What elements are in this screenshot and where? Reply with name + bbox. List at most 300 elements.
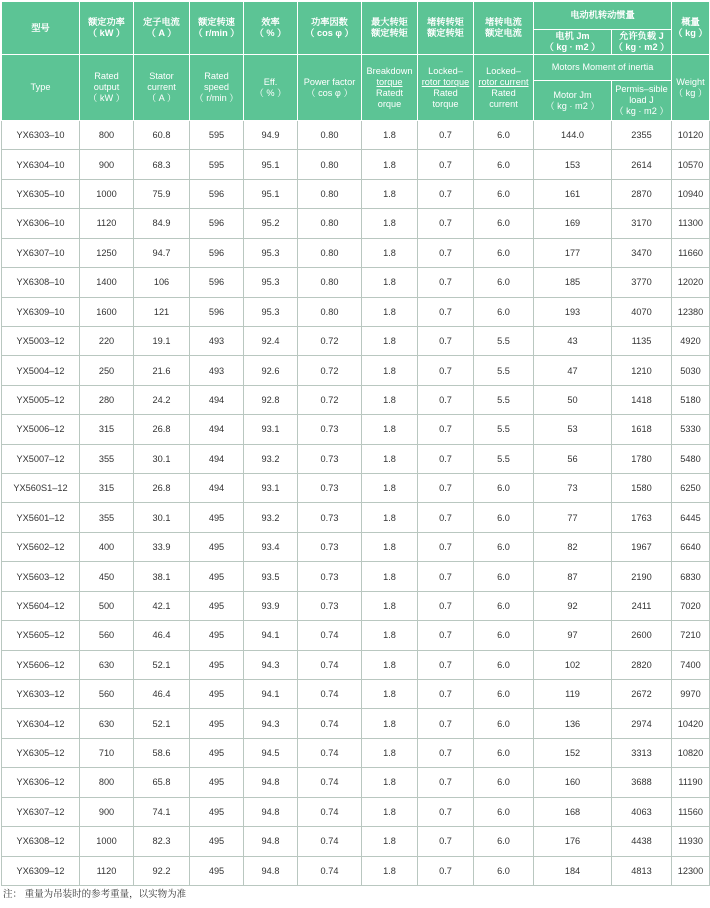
cell-motor-jm: 184 <box>534 856 612 885</box>
cell-weight: 11190 <box>672 768 710 797</box>
cell-locked-rotor-torque: 0.7 <box>418 297 474 326</box>
cell-rated-speed: 494 <box>190 385 244 414</box>
cell-rated-speed: 494 <box>190 444 244 473</box>
cell-type: YX6304–12 <box>2 709 80 738</box>
cell-eff: 94.3 <box>244 650 298 679</box>
cell-rated-speed: 495 <box>190 532 244 561</box>
cell-stator-current: 68.3 <box>134 150 190 179</box>
cell-motor-jm: 53 <box>534 415 612 444</box>
cell-eff: 93.5 <box>244 562 298 591</box>
cell-eff: 95.2 <box>244 209 298 238</box>
cell-weight: 11560 <box>672 797 710 826</box>
cell-eff: 95.1 <box>244 150 298 179</box>
cell-locked-rotor-torque: 0.7 <box>418 768 474 797</box>
cell-power-factor: 0.73 <box>298 532 362 561</box>
cell-weight: 6250 <box>672 474 710 503</box>
cell-power-factor: 0.74 <box>298 856 362 885</box>
cell-locked-rotor-torque: 0.7 <box>418 797 474 826</box>
cell-eff: 94.8 <box>244 768 298 797</box>
cell-weight: 5480 <box>672 444 710 473</box>
cell-power-factor: 0.74 <box>298 827 362 856</box>
cell-motor-jm: 136 <box>534 709 612 738</box>
table-row <box>2 268 710 297</box>
cell-locked-rotor-current: 6.0 <box>474 797 534 826</box>
header-rated-speed-en: Rated speed （ r/min ） <box>190 55 244 121</box>
cell-weight: 10120 <box>672 121 710 150</box>
cell-rated-output: 1000 <box>80 827 134 856</box>
cell-rated-speed: 495 <box>190 562 244 591</box>
cell-rated-speed: 596 <box>190 179 244 208</box>
cell-rated-output: 450 <box>80 562 134 591</box>
cell-locked-rotor-current: 5.5 <box>474 326 534 355</box>
cell-breakdown-torque: 1.8 <box>362 326 418 355</box>
header-breakdown-torque-zh: 最大转矩 额定转矩 <box>362 2 418 55</box>
table-row <box>2 768 710 797</box>
table-row <box>2 415 710 444</box>
cell-permissible-load: 1580 <box>612 474 672 503</box>
cell-locked-rotor-current: 6.0 <box>474 680 534 709</box>
cell-rated-speed: 596 <box>190 268 244 297</box>
cell-rated-speed: 493 <box>190 326 244 355</box>
cell-locked-rotor-current: 6.0 <box>474 738 534 767</box>
cell-permissible-load: 3688 <box>612 768 672 797</box>
table-row <box>2 532 710 561</box>
table-row <box>2 562 710 591</box>
header-stator-current-zh: 定子电流 （ A ） <box>134 2 190 55</box>
cell-rated-speed: 494 <box>190 474 244 503</box>
cell-locked-rotor-torque: 0.7 <box>418 738 474 767</box>
cell-power-factor: 0.80 <box>298 268 362 297</box>
cell-permissible-load: 2355 <box>612 121 672 150</box>
cell-locked-rotor-torque: 0.7 <box>418 709 474 738</box>
header-moment-group-en: Motors Moment of inertia <box>534 55 672 81</box>
cell-locked-rotor-torque: 0.7 <box>418 268 474 297</box>
table-row <box>2 797 710 826</box>
cell-motor-jm: 177 <box>534 238 612 267</box>
cell-rated-output: 1600 <box>80 297 134 326</box>
cell-rated-output: 355 <box>80 444 134 473</box>
cell-stator-current: 33.9 <box>134 532 190 561</box>
cell-eff: 95.3 <box>244 268 298 297</box>
header-eff-en: Eff. （ % ） <box>244 55 298 121</box>
cell-power-factor: 0.72 <box>298 385 362 414</box>
table-row <box>2 150 710 179</box>
cell-power-factor: 0.73 <box>298 591 362 620</box>
cell-rated-output: 710 <box>80 738 134 767</box>
cell-type: YX5601–12 <box>2 503 80 532</box>
cell-type: YX5006–12 <box>2 415 80 444</box>
cell-locked-rotor-torque: 0.7 <box>418 415 474 444</box>
cell-rated-output: 1400 <box>80 268 134 297</box>
cell-rated-output: 900 <box>80 797 134 826</box>
cell-rated-speed: 596 <box>190 238 244 267</box>
cell-type: YX6308–12 <box>2 827 80 856</box>
header-weight-en: Weight （ kg ） <box>672 55 710 121</box>
cell-stator-current: 75.9 <box>134 179 190 208</box>
cell-locked-rotor-torque: 0.7 <box>418 621 474 650</box>
cell-type: YX6303–10 <box>2 121 80 150</box>
cell-permissible-load: 2672 <box>612 680 672 709</box>
cell-locked-rotor-current: 6.0 <box>474 503 534 532</box>
cell-type: YX6306–12 <box>2 768 80 797</box>
cell-power-factor: 0.74 <box>298 621 362 650</box>
cell-power-factor: 0.80 <box>298 209 362 238</box>
cell-eff: 93.9 <box>244 591 298 620</box>
cell-locked-rotor-current: 5.5 <box>474 356 534 385</box>
cell-power-factor: 0.74 <box>298 768 362 797</box>
header-power-factor-en: Power factor （ cos φ ） <box>298 55 362 121</box>
cell-locked-rotor-torque: 0.7 <box>418 856 474 885</box>
cell-power-factor: 0.80 <box>298 297 362 326</box>
cell-weight: 5180 <box>672 385 710 414</box>
cell-breakdown-torque: 1.8 <box>362 680 418 709</box>
cell-permissible-load: 3313 <box>612 738 672 767</box>
cell-rated-output: 630 <box>80 650 134 679</box>
table-row <box>2 297 710 326</box>
cell-power-factor: 0.73 <box>298 415 362 444</box>
cell-breakdown-torque: 1.8 <box>362 415 418 444</box>
table-row <box>2 856 710 885</box>
cell-stator-current: 26.8 <box>134 474 190 503</box>
cell-eff: 93.2 <box>244 444 298 473</box>
header-type-en: Type <box>2 55 80 121</box>
cell-motor-jm: 87 <box>534 562 612 591</box>
cell-stator-current: 121 <box>134 297 190 326</box>
cell-stator-current: 24.2 <box>134 385 190 414</box>
header-rated-speed-zh: 额定转速 （ r/min ） <box>190 2 244 55</box>
cell-locked-rotor-torque: 0.7 <box>418 562 474 591</box>
cell-rated-speed: 495 <box>190 738 244 767</box>
cell-rated-output: 1000 <box>80 179 134 208</box>
cell-type: YX5606–12 <box>2 650 80 679</box>
cell-locked-rotor-current: 6.0 <box>474 238 534 267</box>
header-locked-rotor-torque-zh: 堵转转矩 额定转矩 <box>418 2 474 55</box>
cell-rated-output: 220 <box>80 326 134 355</box>
cell-breakdown-torque: 1.8 <box>362 591 418 620</box>
cell-eff: 94.9 <box>244 121 298 150</box>
cell-breakdown-torque: 1.8 <box>362 621 418 650</box>
cell-rated-output: 800 <box>80 768 134 797</box>
cell-type: YX6306–10 <box>2 209 80 238</box>
header-stator-current-en: Stator current （ A ） <box>134 55 190 121</box>
cell-rated-output: 1120 <box>80 856 134 885</box>
cell-locked-rotor-torque: 0.7 <box>418 238 474 267</box>
cell-breakdown-torque: 1.8 <box>362 121 418 150</box>
cell-motor-jm: 47 <box>534 356 612 385</box>
cell-weight: 12380 <box>672 297 710 326</box>
cell-eff: 92.6 <box>244 356 298 385</box>
cell-motor-jm: 144.0 <box>534 121 612 150</box>
cell-permissible-load: 4063 <box>612 797 672 826</box>
cell-rated-speed: 596 <box>190 209 244 238</box>
table-row <box>2 650 710 679</box>
table-row <box>2 503 710 532</box>
cell-type: YX5003–12 <box>2 326 80 355</box>
cell-locked-rotor-current: 6.0 <box>474 121 534 150</box>
cell-power-factor: 0.72 <box>298 356 362 385</box>
cell-weight: 11660 <box>672 238 710 267</box>
cell-breakdown-torque: 1.8 <box>362 738 418 767</box>
cell-rated-output: 630 <box>80 709 134 738</box>
cell-breakdown-torque: 1.8 <box>362 356 418 385</box>
cell-locked-rotor-torque: 0.7 <box>418 326 474 355</box>
cell-breakdown-torque: 1.8 <box>362 179 418 208</box>
cell-weight: 9970 <box>672 680 710 709</box>
cell-eff: 94.8 <box>244 827 298 856</box>
cell-locked-rotor-current: 5.5 <box>474 385 534 414</box>
cell-stator-current: 52.1 <box>134 650 190 679</box>
cell-eff: 94.3 <box>244 709 298 738</box>
cell-breakdown-torque: 1.8 <box>362 797 418 826</box>
cell-locked-rotor-current: 6.0 <box>474 474 534 503</box>
footnote: 注： 重量为吊装时的参考重量，以实物为准 <box>3 889 187 900</box>
cell-eff: 93.4 <box>244 532 298 561</box>
cell-type: YX5004–12 <box>2 356 80 385</box>
cell-breakdown-torque: 1.8 <box>362 709 418 738</box>
cell-rated-output: 1120 <box>80 209 134 238</box>
cell-rated-speed: 596 <box>190 297 244 326</box>
cell-type: YX6307–12 <box>2 797 80 826</box>
header-locked-rotor-current-en: Locked– rotor current Rated current <box>474 55 534 121</box>
cell-locked-rotor-torque: 0.7 <box>418 179 474 208</box>
cell-eff: 95.3 <box>244 238 298 267</box>
cell-rated-output: 400 <box>80 532 134 561</box>
cell-rated-speed: 495 <box>190 650 244 679</box>
header-permissible-load-zh: 允许负载 J （ kg · m2 ） <box>612 30 672 55</box>
cell-rated-speed: 495 <box>190 856 244 885</box>
cell-locked-rotor-current: 6.0 <box>474 709 534 738</box>
cell-permissible-load: 1618 <box>612 415 672 444</box>
cell-breakdown-torque: 1.8 <box>362 150 418 179</box>
cell-stator-current: 21.6 <box>134 356 190 385</box>
cell-eff: 94.1 <box>244 621 298 650</box>
cell-stator-current: 38.1 <box>134 562 190 591</box>
cell-locked-rotor-current: 6.0 <box>474 827 534 856</box>
cell-breakdown-torque: 1.8 <box>362 562 418 591</box>
cell-permissible-load: 4813 <box>612 856 672 885</box>
cell-power-factor: 0.80 <box>298 179 362 208</box>
cell-breakdown-torque: 1.8 <box>362 385 418 414</box>
cell-motor-jm: 43 <box>534 326 612 355</box>
cell-weight: 4920 <box>672 326 710 355</box>
cell-breakdown-torque: 1.8 <box>362 444 418 473</box>
cell-type: YX6305–12 <box>2 738 80 767</box>
cell-type: YX5602–12 <box>2 532 80 561</box>
cell-rated-output: 800 <box>80 121 134 150</box>
header-moment-group-zh: 电动机转动惯量 <box>534 2 672 30</box>
cell-weight: 12300 <box>672 856 710 885</box>
cell-rated-speed: 495 <box>190 591 244 620</box>
cell-locked-rotor-current: 6.0 <box>474 591 534 620</box>
cell-power-factor: 0.72 <box>298 326 362 355</box>
cell-permissible-load: 2600 <box>612 621 672 650</box>
cell-power-factor: 0.74 <box>298 680 362 709</box>
cell-motor-jm: 102 <box>534 650 612 679</box>
table-row <box>2 209 710 238</box>
cell-rated-output: 315 <box>80 415 134 444</box>
cell-locked-rotor-current: 6.0 <box>474 768 534 797</box>
cell-permissible-load: 1418 <box>612 385 672 414</box>
cell-locked-rotor-torque: 0.7 <box>418 650 474 679</box>
cell-type: YX6304–10 <box>2 150 80 179</box>
cell-breakdown-torque: 1.8 <box>362 503 418 532</box>
cell-rated-speed: 595 <box>190 150 244 179</box>
cell-motor-jm: 56 <box>534 444 612 473</box>
cell-permissible-load: 3170 <box>612 209 672 238</box>
cell-stator-current: 58.6 <box>134 738 190 767</box>
cell-type: YX5007–12 <box>2 444 80 473</box>
cell-power-factor: 0.73 <box>298 503 362 532</box>
cell-breakdown-torque: 1.8 <box>362 297 418 326</box>
cell-locked-rotor-current: 6.0 <box>474 532 534 561</box>
cell-power-factor: 0.80 <box>298 238 362 267</box>
cell-weight: 6640 <box>672 532 710 561</box>
cell-permissible-load: 2974 <box>612 709 672 738</box>
cell-breakdown-torque: 1.8 <box>362 268 418 297</box>
table-row <box>2 827 710 856</box>
cell-eff: 94.1 <box>244 680 298 709</box>
cell-type: YX6309–12 <box>2 856 80 885</box>
cell-rated-output: 560 <box>80 680 134 709</box>
cell-stator-current: 42.1 <box>134 591 190 620</box>
cell-locked-rotor-current: 5.5 <box>474 415 534 444</box>
cell-breakdown-torque: 1.8 <box>362 856 418 885</box>
cell-rated-speed: 495 <box>190 768 244 797</box>
cell-weight: 7020 <box>672 591 710 620</box>
cell-eff: 92.4 <box>244 326 298 355</box>
cell-eff: 94.5 <box>244 738 298 767</box>
cell-stator-current: 92.2 <box>134 856 190 885</box>
cell-stator-current: 46.4 <box>134 680 190 709</box>
cell-locked-rotor-current: 5.5 <box>474 444 534 473</box>
cell-rated-speed: 494 <box>190 415 244 444</box>
cell-weight: 12020 <box>672 268 710 297</box>
cell-type: YX6307–10 <box>2 238 80 267</box>
cell-weight: 10570 <box>672 150 710 179</box>
header-locked-rotor-torque-en: Locked– rotor torque Rated torque <box>418 55 474 121</box>
table-header <box>2 2 710 121</box>
cell-eff: 92.8 <box>244 385 298 414</box>
cell-locked-rotor-torque: 0.7 <box>418 680 474 709</box>
cell-rated-speed: 495 <box>190 503 244 532</box>
cell-power-factor: 0.73 <box>298 562 362 591</box>
cell-locked-rotor-torque: 0.7 <box>418 209 474 238</box>
cell-permissible-load: 3770 <box>612 268 672 297</box>
table-row <box>2 444 710 473</box>
cell-eff: 95.3 <box>244 297 298 326</box>
cell-motor-jm: 73 <box>534 474 612 503</box>
cell-rated-output: 1250 <box>80 238 134 267</box>
cell-weight: 10940 <box>672 179 710 208</box>
cell-locked-rotor-current: 6.0 <box>474 150 534 179</box>
cell-stator-current: 82.3 <box>134 827 190 856</box>
cell-rated-output: 900 <box>80 150 134 179</box>
cell-rated-output: 560 <box>80 621 134 650</box>
cell-eff: 94.8 <box>244 797 298 826</box>
header-rated-output-zh: 额定功率 （ kW ） <box>80 2 134 55</box>
cell-motor-jm: 119 <box>534 680 612 709</box>
cell-permissible-load: 2870 <box>612 179 672 208</box>
cell-locked-rotor-torque: 0.7 <box>418 150 474 179</box>
cell-motor-jm: 50 <box>534 385 612 414</box>
cell-power-factor: 0.73 <box>298 444 362 473</box>
cell-type: YX6309–10 <box>2 297 80 326</box>
cell-eff: 93.1 <box>244 415 298 444</box>
header-motor-jm-en: Motor Jm （ kg · m2 ） <box>534 81 612 121</box>
cell-locked-rotor-torque: 0.7 <box>418 474 474 503</box>
cell-permissible-load: 2614 <box>612 150 672 179</box>
cell-breakdown-torque: 1.8 <box>362 238 418 267</box>
cell-motor-jm: 176 <box>534 827 612 856</box>
header-type-zh: 型号 <box>2 2 80 55</box>
cell-weight: 11930 <box>672 827 710 856</box>
cell-stator-current: 30.1 <box>134 444 190 473</box>
motor-spec-table <box>1 1 710 886</box>
cell-rated-output: 355 <box>80 503 134 532</box>
cell-weight: 11300 <box>672 209 710 238</box>
header-motor-jm-zh: 电机 Jm （ kg · m2 ） <box>534 30 612 55</box>
cell-breakdown-torque: 1.8 <box>362 209 418 238</box>
cell-rated-output: 315 <box>80 474 134 503</box>
cell-locked-rotor-current: 6.0 <box>474 621 534 650</box>
header-power-factor-zh: 功率因数 （ cos φ ） <box>298 2 362 55</box>
cell-locked-rotor-current: 6.0 <box>474 856 534 885</box>
cell-motor-jm: 160 <box>534 768 612 797</box>
cell-stator-current: 26.8 <box>134 415 190 444</box>
cell-locked-rotor-current: 6.0 <box>474 268 534 297</box>
cell-stator-current: 60.8 <box>134 121 190 150</box>
cell-type: YX5605–12 <box>2 621 80 650</box>
cell-type: YX5005–12 <box>2 385 80 414</box>
cell-power-factor: 0.74 <box>298 738 362 767</box>
table-row <box>2 474 710 503</box>
header-weight-zh: 概量 （ kg ） <box>672 2 710 55</box>
cell-breakdown-torque: 1.8 <box>362 650 418 679</box>
cell-type: YX560S1–12 <box>2 474 80 503</box>
table-row <box>2 680 710 709</box>
table-row <box>2 709 710 738</box>
cell-locked-rotor-current: 6.0 <box>474 209 534 238</box>
cell-power-factor: 0.74 <box>298 797 362 826</box>
cell-motor-jm: 152 <box>534 738 612 767</box>
cell-locked-rotor-torque: 0.7 <box>418 503 474 532</box>
cell-eff: 94.8 <box>244 856 298 885</box>
cell-weight: 10820 <box>672 738 710 767</box>
table-row <box>2 738 710 767</box>
cell-rated-output: 250 <box>80 356 134 385</box>
cell-power-factor: 0.74 <box>298 650 362 679</box>
header-breakdown-torque-en: Breakdown torque Ratedt orque <box>362 55 418 121</box>
cell-permissible-load: 1135 <box>612 326 672 355</box>
cell-power-factor: 0.80 <box>298 150 362 179</box>
cell-permissible-load: 2820 <box>612 650 672 679</box>
cell-motor-jm: 92 <box>534 591 612 620</box>
cell-rated-speed: 595 <box>190 121 244 150</box>
cell-permissible-load: 1763 <box>612 503 672 532</box>
header-permissible-load-en: Permis–sible load J （ kg · m2 ） <box>612 81 672 121</box>
cell-weight: 5330 <box>672 415 710 444</box>
cell-power-factor: 0.73 <box>298 474 362 503</box>
cell-weight: 10420 <box>672 709 710 738</box>
cell-weight: 7400 <box>672 650 710 679</box>
cell-motor-jm: 169 <box>534 209 612 238</box>
cell-stator-current: 52.1 <box>134 709 190 738</box>
cell-type: YX6308–10 <box>2 268 80 297</box>
cell-stator-current: 94.7 <box>134 238 190 267</box>
cell-locked-rotor-torque: 0.7 <box>418 827 474 856</box>
cell-motor-jm: 161 <box>534 179 612 208</box>
cell-permissible-load: 4070 <box>612 297 672 326</box>
